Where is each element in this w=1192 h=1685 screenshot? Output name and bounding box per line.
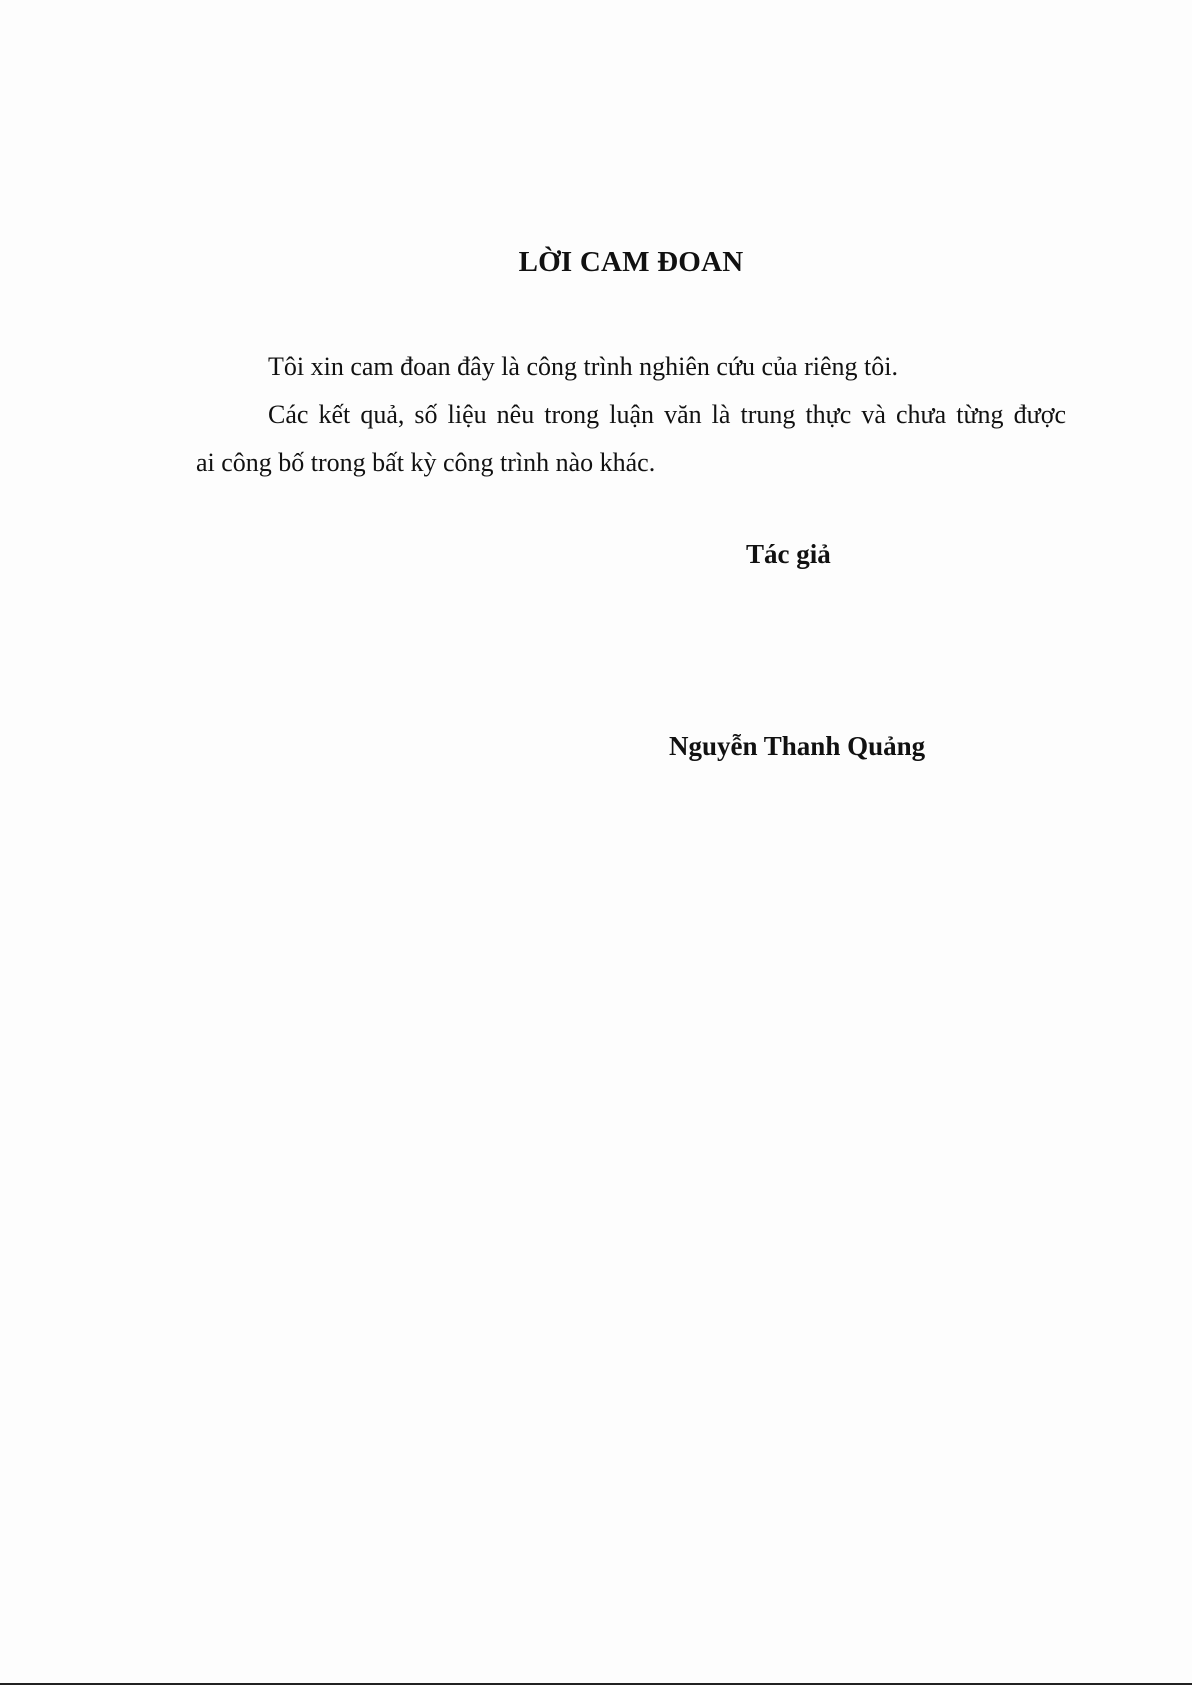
declaration-paragraph-1 bbox=[196, 343, 1066, 391]
declaration-paragraph-2 bbox=[196, 391, 1066, 487]
author-label: Tác giả bbox=[746, 539, 831, 569]
paragraph-2-line-2: ai công bố trong bất kỳ công trình nào khác. bbox=[196, 448, 656, 477]
paragraph-1-text: Tôi xin cam đoan đây là công trình nghiên cứu của riêng tôi. bbox=[268, 352, 898, 381]
paragraph-2-line-1-text: Các kết quả, số liệu nêu trong luận văn là trung thực và chưa từng được bbox=[268, 400, 1066, 429]
author-name: Nguyễn Thanh Quảng bbox=[669, 731, 926, 761]
paragraph-2-line-1 bbox=[196, 391, 1066, 439]
page-title: LỜI CAM ĐOAN bbox=[518, 246, 744, 278]
